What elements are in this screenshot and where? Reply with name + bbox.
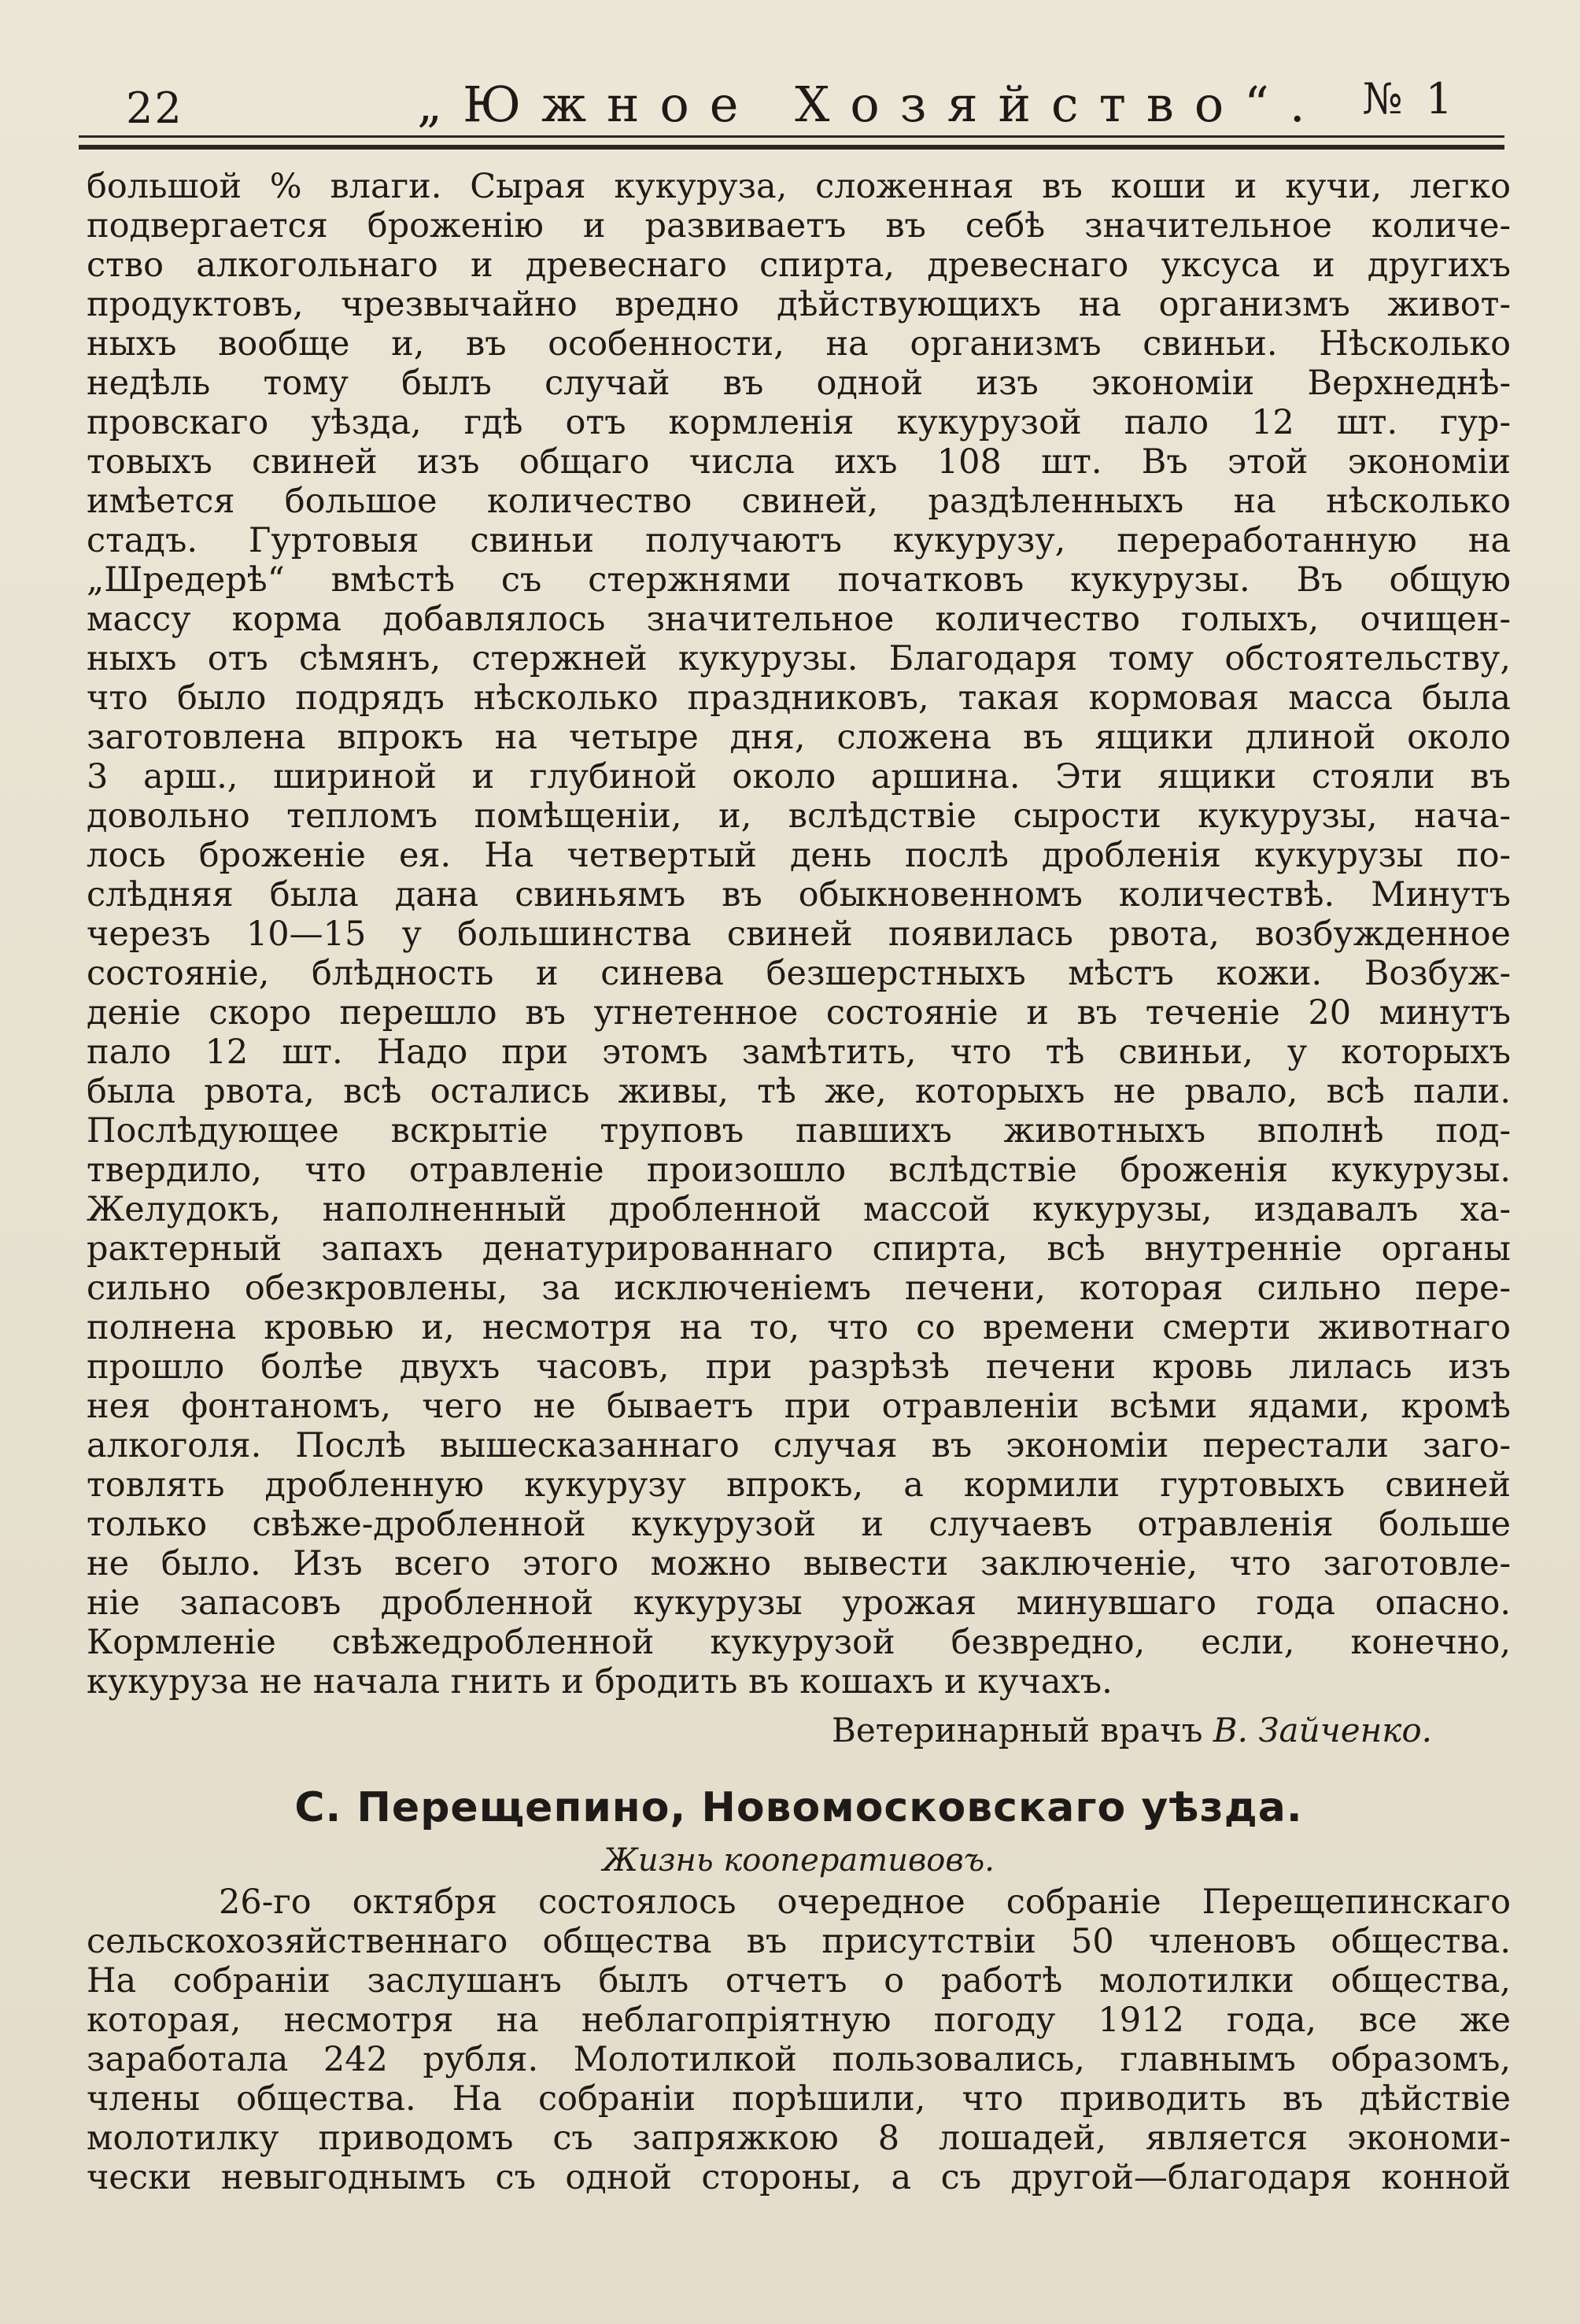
text-line: Кормленіе свѣжедробленной кукурузой безвредно, если, конечно, (87, 1623, 1511, 1662)
text-line: ство алкогольнаго и древеснаго спирта, древеснаго уксуса и другихъ (87, 246, 1511, 285)
text-line: пало 12 шт. Надо при этомъ замѣтить, что тѣ свиньи, у которыхъ (87, 1033, 1511, 1072)
text-line: сельскохозяйственнаго общества въ присутствіи 50 членовъ общества. (87, 1922, 1511, 1961)
journal-title: „Южное Хозяйство“. (417, 76, 1326, 133)
page-number: 22 (126, 83, 183, 133)
article-cooperatives (87, 1782, 1511, 2197)
text-line: провскаго уѣзда, гдѣ отъ кормленія кукурузой пало 12 шт. гур- (87, 403, 1511, 442)
text-line: молотилку приводомъ съ запряжкою 8 лошадей, является экономи- (87, 2119, 1511, 2158)
text-line: ніе запасовъ дробленной кукурузы урожая минувшаго года опасно. (87, 1583, 1511, 1623)
text-line: ныхъ отъ сѣмянъ, стержней кукурузы. Благодаря тому обстоятельству, (87, 639, 1511, 678)
text-line: недѣль тому былъ случай въ одной изъ экономіи Верхнеднѣ- (87, 364, 1511, 403)
text-line: Послѣдующее вскрытіе труповъ павшихъ животныхъ вполнѣ под- (87, 1111, 1511, 1151)
text-line: состояніе, блѣдность и синева безшерстныхъ мѣстъ кожи. Возбуж- (87, 954, 1511, 993)
text-line: заработала 242 рубля. Молотилкой пользовались, главнымъ образомъ, (87, 2040, 1511, 2079)
text-line: „Шредерѣ“ вмѣстѣ съ стержнями початковъ кукурузы. Въ общую (87, 560, 1511, 600)
text-line: полнена кровью и, несмотря на то, что со времени смерти животнаго (87, 1308, 1511, 1347)
text-line: заготовлена впрокъ на четыре дня, сложена въ ящики длиной около (87, 718, 1511, 757)
text-line: деніе скоро перешло въ угнетенное состояніе и въ теченіе 20 минутъ (87, 993, 1511, 1033)
signature-role: Ветеринарный врачъ (832, 1711, 1203, 1749)
text-line: что было подрядъ нѣсколько праздниковъ, такая кормовая масса была (87, 678, 1511, 718)
signature (87, 1708, 1511, 1753)
page-body (87, 167, 1511, 2197)
text-line: которая, несмотря на неблагопріятную погоду 1912 года, все же (87, 2001, 1511, 2040)
text-line: нея фонтаномъ, чего не бываетъ при отравленіи всѣми ядами, кромѣ (87, 1387, 1511, 1426)
text-line: большой % влаги. Сырая кукуруза, сложенная въ коши и кучи, легко (87, 167, 1511, 206)
text-line: твердило, что отравленіе произошло вслѣдствіе броженія кукурузы. (87, 1151, 1511, 1190)
text-line: лось броженіе ея. На четвертый день послѣ дробленія кукурузы по- (87, 836, 1511, 875)
header-rule-thin (79, 135, 1504, 138)
text-line: была рвота, всѣ остались живы, тѣ же, которыхъ не рвало, всѣ пали. (87, 1072, 1511, 1111)
text-line: продуктовъ, чрезвычайно вредно дѣйствующихъ на организмъ живот- (87, 285, 1511, 324)
text-line: не было. Изъ всего этого можно вывести заключеніе, что заготовле- (87, 1544, 1511, 1583)
text-line: довольно тепломъ помѣщеніи, и, вслѣдствіе сырости кукурузы, нача- (87, 796, 1511, 836)
text-line: черезъ 10—15 у большинства свиней появилась рвота, возбужденное (87, 914, 1511, 954)
text-line: рактерный запахъ денатурированнаго спирта, всѣ внутренніе органы (87, 1229, 1511, 1269)
text-line: ныхъ вообще и, въ особенности, на организмъ свиньи. Нѣсколько (87, 324, 1511, 364)
text-line: 3 арш., шириной и глубиной около аршина. Эти ящики стояли въ (87, 757, 1511, 796)
issue-number: № 1 (1362, 74, 1457, 124)
text-line: кукуруза не начала гнить и бродить въ кошахъ и кучахъ. (87, 1662, 1113, 1701)
text-line: товыхъ свиней изъ общаго числа ихъ 108 шт. Въ этой экономіи (87, 442, 1511, 482)
article-veterinary (87, 167, 1511, 1753)
page-header (79, 61, 1504, 133)
header-rule-thick (79, 145, 1504, 150)
text-line: только свѣже-дробленной кукурузой и случаевъ отравленія больше (87, 1505, 1511, 1544)
text-line: члены общества. На собраніи порѣшили, что приводить въ дѣйствіе (87, 2079, 1511, 2119)
text-line: На собраніи заслушанъ былъ отчетъ о работѣ молотилки общества, (87, 1961, 1511, 2001)
text-line: прошло болѣе двухъ часовъ, при разрѣзѣ печени кровь лилась изъ (87, 1347, 1511, 1387)
text-line: товлять дробленную кукурузу впрокъ, а кормили гуртовыхъ свиней (87, 1465, 1511, 1505)
text-line: массу корма добавлялось значительное количество голыхъ, очищен- (87, 600, 1511, 639)
article-heading: С. Перещепино, Новомосковскаго уѣзда. (294, 1784, 1303, 1831)
text-line: чески невыгоднымъ съ одной стороны, а съ другой—благодаря конной (87, 2158, 1511, 2197)
text-line: стадъ. Гуртовыя свиньи получаютъ кукурузу, переработанную на (87, 521, 1511, 560)
text-line: подвергается броженію и развиваетъ въ себѣ значительное количе- (87, 206, 1511, 246)
text-line: сильно обезкровлены, за исключеніемъ печени, которая сильно пере- (87, 1269, 1511, 1308)
text-line: слѣдняя была дана свиньямъ въ обыкновенномъ количествѣ. Минутъ (87, 875, 1511, 914)
text-line: 26-го октября состоялось очередное собраніе Перещепинскаго (219, 1882, 1511, 1922)
text-line: Желудокъ, наполненный дробленной массой кукурузы, издавалъ ха- (87, 1190, 1511, 1229)
text-line: имѣется большое количество свиней, раздѣленныхъ на нѣсколько (87, 482, 1511, 521)
article-subheading: Жизнь кооперативовъ. (602, 1842, 995, 1879)
text-line: алкоголя. Послѣ вышесказаннаго случая въ экономіи перестали заго- (87, 1426, 1511, 1465)
signature-name: В. Зайченко. (1213, 1711, 1432, 1749)
